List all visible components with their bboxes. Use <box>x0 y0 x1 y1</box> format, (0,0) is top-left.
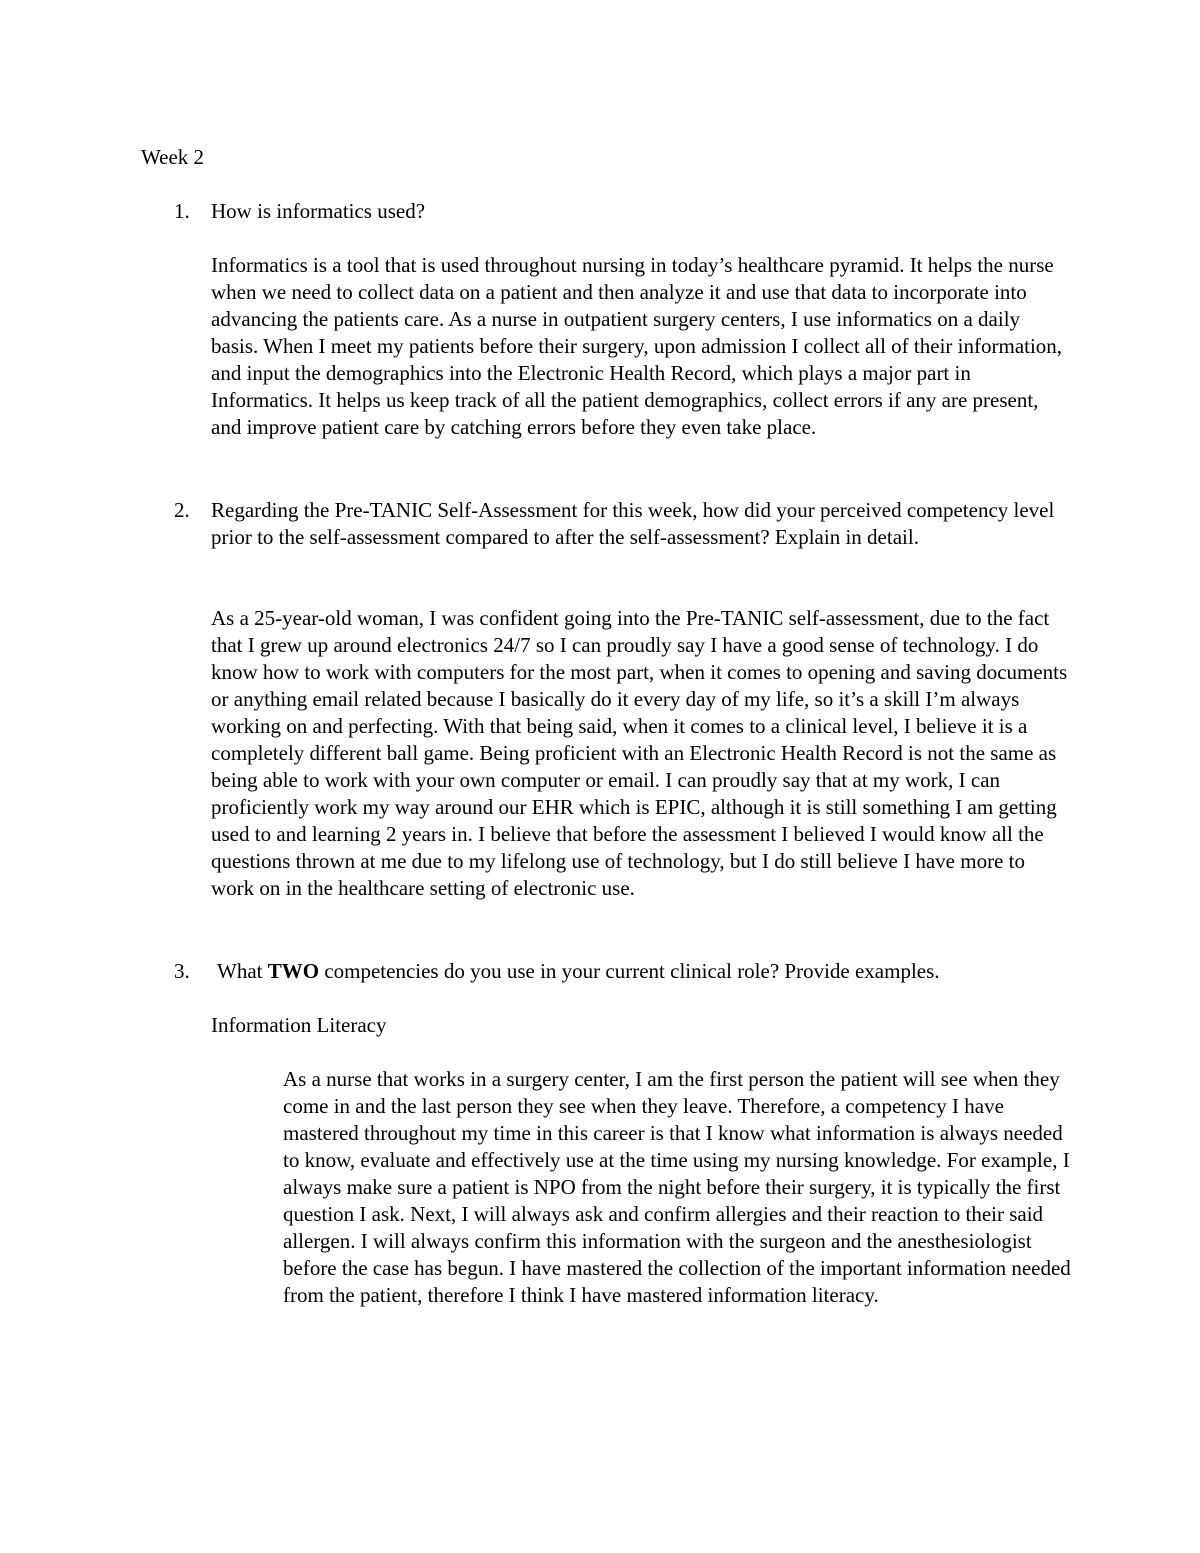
page-title: Week 2 <box>141 145 205 169</box>
question-1-number: 1. <box>174 199 190 223</box>
question-2-answer: As a 25-year-old woman, I was confident going into the Pre-TANIC self-assessment, due to the fact that I grew up around electronics 24/7 so I can proudly say I have a good sense of technology. I do know how to work with computers for the most part, when it comes to opening and saving documents or anything email related because I basically do it every day of my life, so it’s a skill I’m always working on and perfecting. With that being said, when it comes to a clinical level, I believe it is a completely different ball game. Being proficient with an Electronic Health Record is not the same as being able to work with your own computer or email. I can proudly say that at my work, I can proficiently work my way around our EHR which is EPIC, although it is still something I am getting used to and learning 2 years in. I believe that before the assessment I believed I would know all the questions thrown at me due to my lifelong use of technology, but I do still believe I have more to work on in the healthcare setting of electronic use. <box>211 606 1068 900</box>
question-3-text-before: What <box>217 959 268 983</box>
question-3-subheading: Information Literacy <box>211 1013 387 1037</box>
question-3-answer: As a nurse that works in a surgery center, I am the first person the patient will see when they come in and the last person they see when they leave. Therefore, a competency I have mastered throughout my time in this career is that I know what information is always needed to know, evaluate and effectively use at the time using my nursing knowledge. For example, I always make sure a patient is NPO from the night before their surgery, it is typically the first question I ask. Next, I will always ask and confirm allergies and their reaction to their said allergen. I will always confirm this information with the surgeon and the anesthesiologist before the case has begun. I have mastered the collection of the important information needed from the patient, therefore I think I have mastered information literacy. <box>283 1067 1071 1307</box>
question-2-number: 2. <box>174 498 190 522</box>
question-3-text <box>217 958 1077 985</box>
question-1-text: How is informatics used? <box>211 199 426 223</box>
question-2-text: Regarding the Pre-TANIC Self-Assessment for this week, how did your perceived competency level prior to the self-assessment compared to after the self-assessment? Explain in detail. <box>211 498 1055 549</box>
question-3-text-after: competencies do you use in your current clinical role? Provide examples. <box>319 959 940 983</box>
question-3-text-bold: TWO <box>267 959 320 983</box>
question-1-answer: Informatics is a tool that is used throughout nursing in today’s healthcare pyramid. It helps the nurse when we need to collect data on a patient and then analyze it and use that data to incorporate into advancing the patients care. As a nurse in outpatient surgery centers, I use informatics on a daily basis. When I meet my patients before their surgery, upon admission I collect all of their information, and input the demographics into the Electronic Health Record, which plays a major part in Informatics. It helps us keep track of all the patient demographics, collect errors if any are present, and improve patient care by catching errors before they even take place. <box>211 253 1063 439</box>
question-3-number: 3. <box>174 959 190 983</box>
